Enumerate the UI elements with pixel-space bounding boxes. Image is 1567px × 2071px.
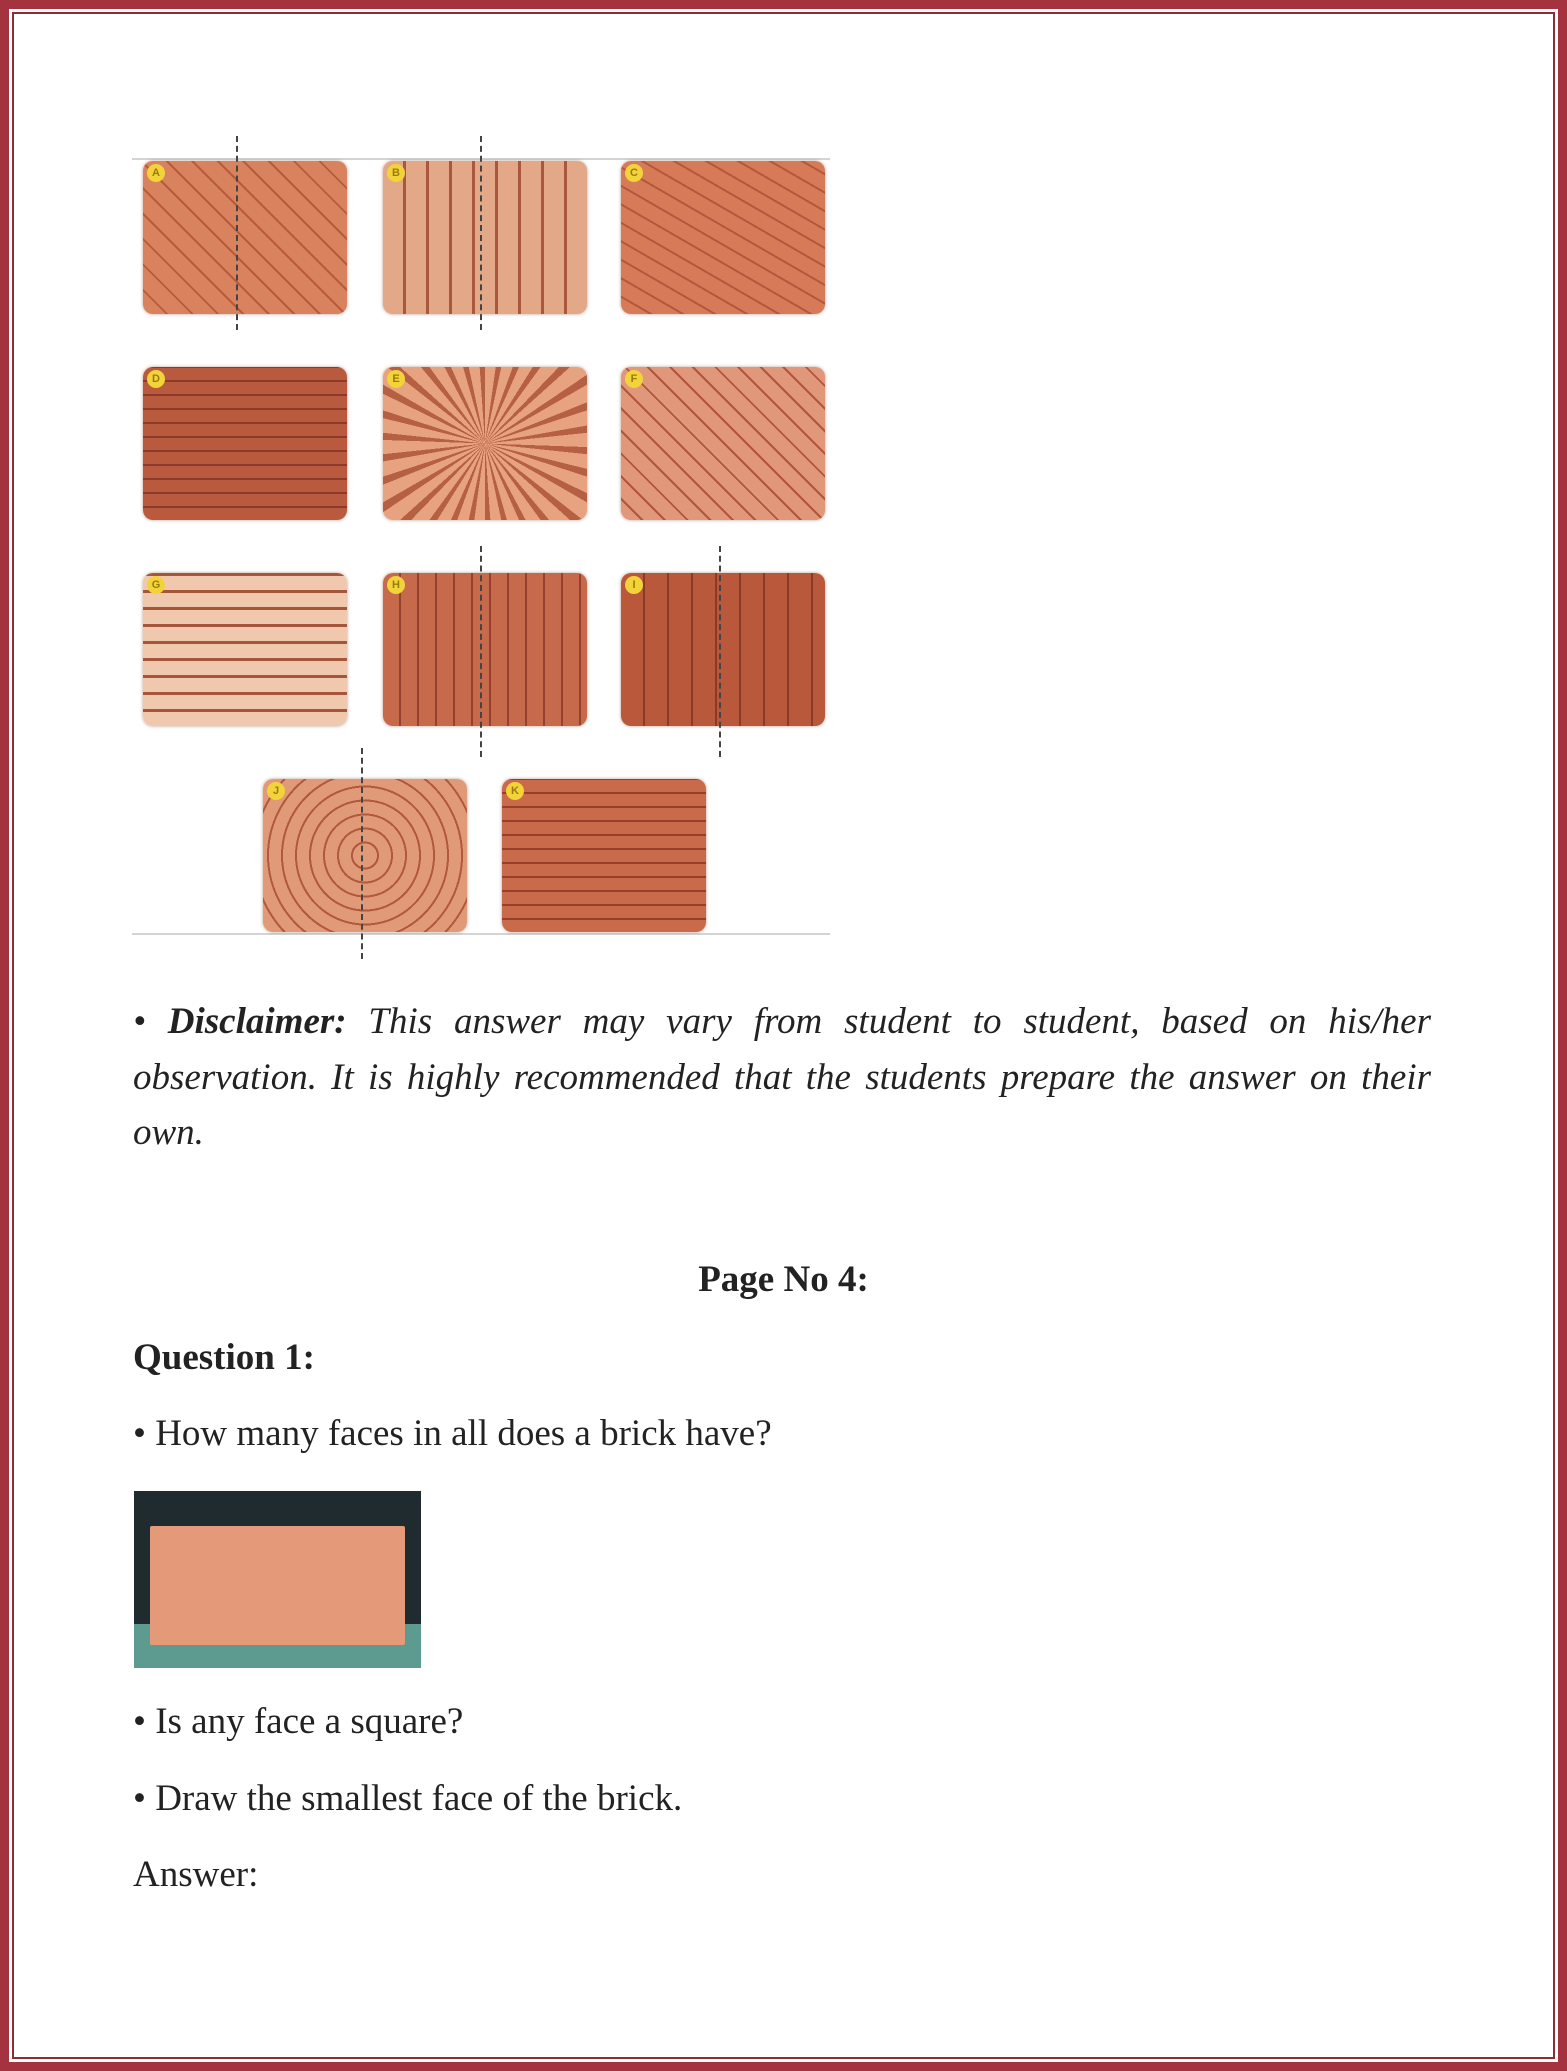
- disclaimer-paragraph: [133, 994, 1431, 1161]
- symmetry-line-h: [480, 546, 482, 757]
- disclaimer-label: Disclaimer:: [167, 1001, 347, 1042]
- tile-label: J: [267, 782, 285, 800]
- pattern-tile-d: [143, 367, 347, 520]
- question-text-square: • Is any face a square?: [133, 1701, 464, 1742]
- tile-label: B: [387, 164, 405, 182]
- question-text-draw: • Draw the smallest face of the brick.: [133, 1778, 683, 1819]
- tile-label: G: [147, 576, 165, 594]
- pattern-tile-e: [383, 367, 587, 520]
- pattern-tile-f: [621, 367, 825, 520]
- brick: [150, 1526, 405, 1645]
- pattern-tile-j: [263, 779, 467, 932]
- disclaimer-text: This answer may vary from student to student, based on his/her observation. It is highly recommended that the students prepare the answer on their own.: [133, 1001, 1431, 1153]
- pattern-tile-b: [383, 161, 587, 314]
- tile-label: E: [387, 370, 405, 388]
- pattern-tile-a: [143, 161, 347, 314]
- page-heading: Page No 4:: [698, 1259, 869, 1300]
- figure-bottom-rule: [132, 933, 830, 935]
- question-text-faces: • How many faces in all does a brick have?: [133, 1413, 772, 1454]
- answer-label: Answer:: [133, 1854, 259, 1895]
- question-title: Question 1:: [133, 1337, 315, 1378]
- pattern-tile-g: [143, 573, 347, 726]
- tile-label: I: [625, 576, 643, 594]
- symmetry-line-j: [361, 748, 363, 959]
- symmetry-line-i: [719, 546, 721, 757]
- pattern-tile-k: [502, 779, 706, 932]
- brick-image: [134, 1491, 421, 1668]
- pattern-tile-c: [621, 161, 825, 314]
- tile-label: F: [625, 370, 643, 388]
- tile-label: H: [387, 576, 405, 594]
- symmetry-line-b: [480, 136, 482, 330]
- tile-label: A: [147, 164, 165, 182]
- pattern-tile-i: [621, 573, 825, 726]
- tile-label: K: [506, 782, 524, 800]
- symmetry-line-a: [236, 136, 238, 330]
- pattern-tile-h: [383, 573, 587, 726]
- tile-label: C: [625, 164, 643, 182]
- bullet: •: [133, 1001, 146, 1042]
- tile-label: D: [147, 370, 165, 388]
